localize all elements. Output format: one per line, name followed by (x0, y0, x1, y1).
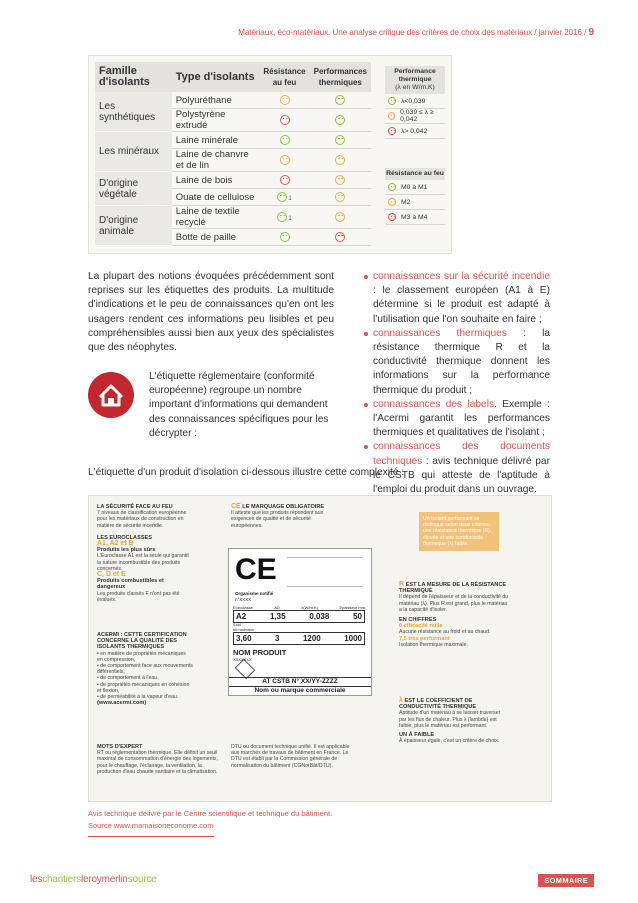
legend-text: 0,039 ≤ λ ≥ 0,042 (400, 109, 434, 123)
product-label (228, 548, 372, 696)
bullet-rest: : le classement européen (A1 à E) détermine si le produit est adapté à l'utilisation que l'on souhaite en faire ; (373, 285, 550, 325)
insulation-table (95, 62, 371, 246)
bullet-lead: connaissances des documents techniques (373, 441, 550, 467)
smiley-green-icon (277, 192, 287, 202)
running-head (238, 27, 594, 38)
euro-c-sub: Produits combustibles et dangereux (97, 578, 164, 591)
callout-text: L'étiquette réglementaire (conformité européenne) regroupe un nombre important d'informations qui demandent des connaissances spécifiques pour les décrypter : (149, 371, 329, 439)
list-item (364, 398, 550, 441)
list-item (364, 270, 550, 327)
fire-cell (259, 189, 309, 206)
smiley-green-icon (280, 232, 290, 242)
label-grid (233, 605, 365, 662)
smiley-orange-icon (280, 155, 290, 165)
smiley-orange-icon (335, 155, 345, 165)
lambda-eq-title: UN À FAIBLE (399, 732, 435, 739)
acermi-url: (www.acermi.com) (97, 700, 147, 707)
smiley-orange-icon (335, 212, 345, 222)
bullet-rest: : avis technique délivré par le CSTB qui atteste de l'aptitude à l'emploi du produit dans un ouvrage. (373, 455, 550, 496)
perf-cell (310, 132, 371, 149)
label-135: 1,35 (269, 612, 286, 621)
resistance-block (399, 582, 509, 648)
family-cell: D'origine végétale (95, 172, 172, 206)
euro-c-text: Les produits classés F n'ont pas été évalués. (97, 590, 180, 603)
smiley-orange-icon (335, 192, 345, 202)
smiley-red-icon (335, 232, 345, 242)
smiley-orange-icon (335, 175, 345, 185)
chiffres-title: EN CHIFFRES (399, 617, 437, 624)
fire-cell (259, 172, 309, 189)
brand-b: chantiers (42, 874, 81, 885)
r-text: Il dépend de l'épaisseur et de la conductivité du matériau (λ). Plus R est grand, plus le matériau a la capacité d'isoler. (399, 594, 509, 613)
legend-row (385, 210, 445, 225)
euro-a-text: L'Euroclasse A1 est la seule qui garantit la nature incombustible des produits concernés. (97, 553, 189, 572)
legend-thermal-unit: (λ en W/m.K) (395, 84, 435, 91)
fire-title: LA SÉCURITÉ FACE AU FEU (97, 504, 173, 510)
lambda-eq-text: À épaisseur égale, c'est un critère de choix. (399, 738, 500, 745)
footnote-ref: 1 (288, 195, 292, 202)
acermi-item: • de comportement à l'eau, (97, 675, 159, 682)
euro-c: C, D et E (97, 571, 126, 579)
label-fine-print (287, 557, 363, 587)
bullet-lead: connaissances thermiques (373, 327, 507, 339)
acermi-item: • de propriétés mécaniques en cohésion et flexion, (97, 681, 190, 694)
smiley-green-icon (335, 135, 345, 145)
label-lambda-h: λ(W/m.K) (301, 605, 318, 610)
rt-block (97, 744, 221, 775)
table-row (95, 172, 371, 189)
ce-logo: CE (235, 553, 277, 586)
smiley-green-icon (277, 212, 287, 222)
acermi-item: • de comportement face aux mouvements différentiels, (97, 663, 193, 676)
label-3: 3 (275, 634, 280, 643)
chiffres-0: 0 efficacité nulle (399, 623, 443, 630)
legend-row (385, 124, 445, 139)
label-50: 50 (353, 612, 362, 621)
label-brand: Nom ou marque commerciale (229, 686, 371, 694)
label-ad-h: AD (274, 605, 280, 610)
smiley-red-icon (280, 175, 290, 185)
chiffres-0-text: Aucune résistance au froid et au chaud. (399, 629, 491, 636)
label-nrolls: nb rouleaux (233, 627, 254, 632)
ce-mark-small: CE (231, 503, 241, 510)
legend-fire (385, 168, 445, 225)
brand-c: leroymerlin (80, 874, 128, 885)
perf-cell (310, 229, 371, 246)
knowledge-list (364, 270, 550, 497)
lambda-symbol: λ (399, 697, 403, 704)
type-cell: Laine minérale (172, 132, 260, 149)
legend-text: λ> 0,042 (401, 127, 428, 135)
figure2-intro: L'étiquette d'un produit d'isolation ci-dessous illustre cette complexité : (88, 467, 405, 478)
chiffres-75: 7,5 très performant (399, 635, 450, 642)
rt-text: RT ou réglementation thermique. Elle définit un seuil maximal de consommation d'énergie des logements, pour le chauffage, l'éclairage, la ventilation, la production d'eau chaude sanitaire et la climatisation. (97, 750, 218, 775)
smiley-green-icon (335, 115, 345, 125)
type-cell: Laine de textile recyclé (172, 206, 260, 229)
ce-text: Il atteste que les produits répondent aux exigences de qualité et de sécurité européennes. (231, 510, 324, 529)
list-item (364, 327, 550, 398)
bullet-rest: . Exemple : l'Acermi garantit les performances thermiques et qualitatives de l'isolant ; (373, 398, 550, 439)
bullet-lead: connaissances sur la sécurité incendie (373, 271, 550, 282)
page-number: 9 (588, 27, 594, 38)
legend-row (385, 109, 445, 124)
fire-cell (259, 206, 309, 229)
legend-row (385, 180, 445, 195)
label-1200: 1200 (302, 634, 321, 643)
caption-line1: Avis technique délivré par le Centre scientifique et technique du bâtiment. (88, 809, 333, 818)
family-cell: D'origine animale (95, 206, 172, 246)
legend-fire-title: Résistance au feu (385, 168, 445, 180)
label-a2sub: S1d0 (233, 623, 242, 627)
sommaire-button[interactable]: SOMMAIRE (538, 874, 594, 887)
euro-a: A1, A2 et B (97, 540, 134, 548)
label-org: Organisme notifié (235, 591, 274, 596)
lambda-title: EST LE COEFFICIENT DE CONDUCTIVITÉ THERMIQUE (399, 698, 477, 711)
euro-title: LES EUROCLASSES (97, 534, 153, 541)
intro-paragraph: La plupart des notions évoquées précédemment sont reprises sur les étiquettes des produits. La multitude d'indications et le peu de connaissances qu'en ont les usagers rendent ces informations peu lisibles et peu compréhensibles aussi bien aux yeux des spécialistes que des néophytes. (88, 271, 334, 354)
perf-cell (310, 109, 371, 132)
col-type: Type d'isolants (172, 62, 260, 92)
perf-cell (310, 172, 371, 189)
criteria-bubble: Un isolant performant se distingue selon deux critères : une résistance thermique (R) élevée et une conductivité thermique (λ) faible. (419, 512, 499, 551)
type-cell: Laine de bois (172, 172, 260, 189)
lambda-block (399, 698, 509, 744)
caption-line2: Source www.mamaisoneconome.com (88, 821, 214, 830)
col-perf: Performances thermiques (310, 62, 371, 92)
family-cell: Les synthétiques (95, 92, 172, 132)
running-title: Matériaux, éco-matériaux. Une analyse critique des critères de choix des matériaux / janvier 2016 / (238, 28, 589, 37)
legend-thermal-title: Performance thermique (394, 68, 436, 83)
smiley-orange-icon (388, 112, 395, 120)
label-org-id: n°XXXX (235, 597, 252, 602)
label-0038: 0,038 (309, 612, 330, 621)
fire-cell (259, 92, 309, 109)
brand-a: les (30, 874, 43, 885)
smiley-green-icon (280, 135, 290, 145)
label-name: NOM PRODUIT (233, 648, 287, 657)
brand-d: source (127, 874, 157, 885)
smiley-orange-icon (388, 198, 396, 206)
smiley-red-icon (280, 115, 290, 125)
r-symbol: R (399, 581, 405, 588)
label-cert: AT CSTB N° XX/YY-ZZZZ (229, 677, 371, 685)
table-row (95, 92, 371, 109)
footer-brand[interactable] (30, 874, 157, 885)
lambda-text: Aptitude d'un matériau à se laisser traverser par les flux de chaleur. Plus λ (lambda) est faible, plus le matériau est performant. (399, 710, 501, 729)
house-label-icon (88, 372, 134, 418)
chiffres-75-text: Isolation thermique maximale. (399, 641, 468, 648)
smiley-green-icon (388, 97, 396, 105)
type-cell: Laine de chanvre et de lin (172, 149, 260, 172)
label-a2: A2 (236, 612, 247, 621)
legend-thermal (385, 66, 445, 139)
legend-text: M2 (401, 198, 411, 206)
smiley-green-icon (388, 183, 396, 191)
smiley-orange-icon (280, 95, 290, 105)
ce-block (231, 504, 343, 529)
house-icon (88, 372, 134, 418)
table-row (95, 132, 371, 149)
family-cell: Les minéraux (95, 132, 172, 172)
fire-cell (259, 109, 309, 132)
col-family: Famille d'isolants (95, 62, 172, 92)
fire-text: 7 niveaux de classification européenne pour les matériaux de construction en matière de sécurité incendie. (97, 510, 187, 529)
type-cell: Polyuréthane (172, 92, 260, 109)
type-cell: Ouate de cellulose (172, 189, 260, 206)
col-fire: Résistance au feu (259, 62, 309, 92)
footnote-ref: 1 (288, 215, 292, 222)
label-360: 3,60 (236, 634, 252, 643)
fire-cell (259, 132, 309, 149)
caption-rule (88, 836, 214, 837)
perf-cell (310, 149, 371, 172)
mots-title: MOTS D'EXPERT (97, 744, 143, 750)
legend-row (385, 195, 445, 210)
acermi-item: • de perméabilité à la vapeur d'eau. (97, 694, 179, 701)
acermi-title: ACERMI : CETTE CERTIFICATION CONCERNE LA QUALITÉ DES ISOLANTS THERMIQUES (97, 632, 187, 651)
fire-cell (259, 149, 309, 172)
smiley-green-icon (335, 95, 345, 105)
dtu-block: DTU ou document technique unifié. Il est applicable aux marchés de travaux de bâtiment en France. Le DTU est établi par la Commission générale de normalisation du bâtiment (CGNorBât/DTU). (231, 744, 350, 769)
acermi-block (97, 632, 193, 706)
legend-text: M0 à M1 (401, 183, 428, 191)
label-euro-h: Euroclasse (233, 605, 253, 610)
bullets-column (364, 270, 550, 497)
r-title: EST LA MESURE DE LA RÉSISTANCE THERMIQUE (399, 582, 507, 595)
table-row (95, 206, 371, 229)
smiley-red-icon (388, 213, 396, 221)
perf-cell (310, 92, 371, 109)
smiley-red-icon (388, 127, 396, 135)
acermi-item: • en matière de propriétés mécaniques en compression, (97, 650, 186, 663)
label-name-sub: XXXXXXX (233, 657, 252, 662)
fire-cell (259, 229, 309, 246)
label-ep-h: Epaisseur mm (339, 605, 365, 610)
bullet-rest: : la résistance thermique R et la conductivité thermique donnent les informations sur la performance thermique du produit ; (373, 327, 550, 396)
euro-a-sub: Produits les plus sûrs (97, 547, 156, 554)
figure-caption (88, 808, 332, 832)
label-1000: 1000 (344, 634, 362, 643)
bullet-lead: connaissances des labels (373, 398, 495, 410)
insulation-comparison-figure (88, 55, 452, 254)
type-cell: Botte de paille (172, 229, 260, 246)
fire-safety-block (97, 504, 193, 603)
perf-cell (310, 206, 371, 229)
legend-text: M3 à M4 (401, 213, 428, 221)
type-cell: Polystyrène extrudé (172, 109, 260, 132)
legend-row (385, 94, 445, 109)
legend-text: λ<0,039 (401, 97, 426, 105)
ce-title: LE MARQUAGE OBLIGATOIRE (242, 504, 325, 510)
perf-cell (310, 189, 371, 206)
